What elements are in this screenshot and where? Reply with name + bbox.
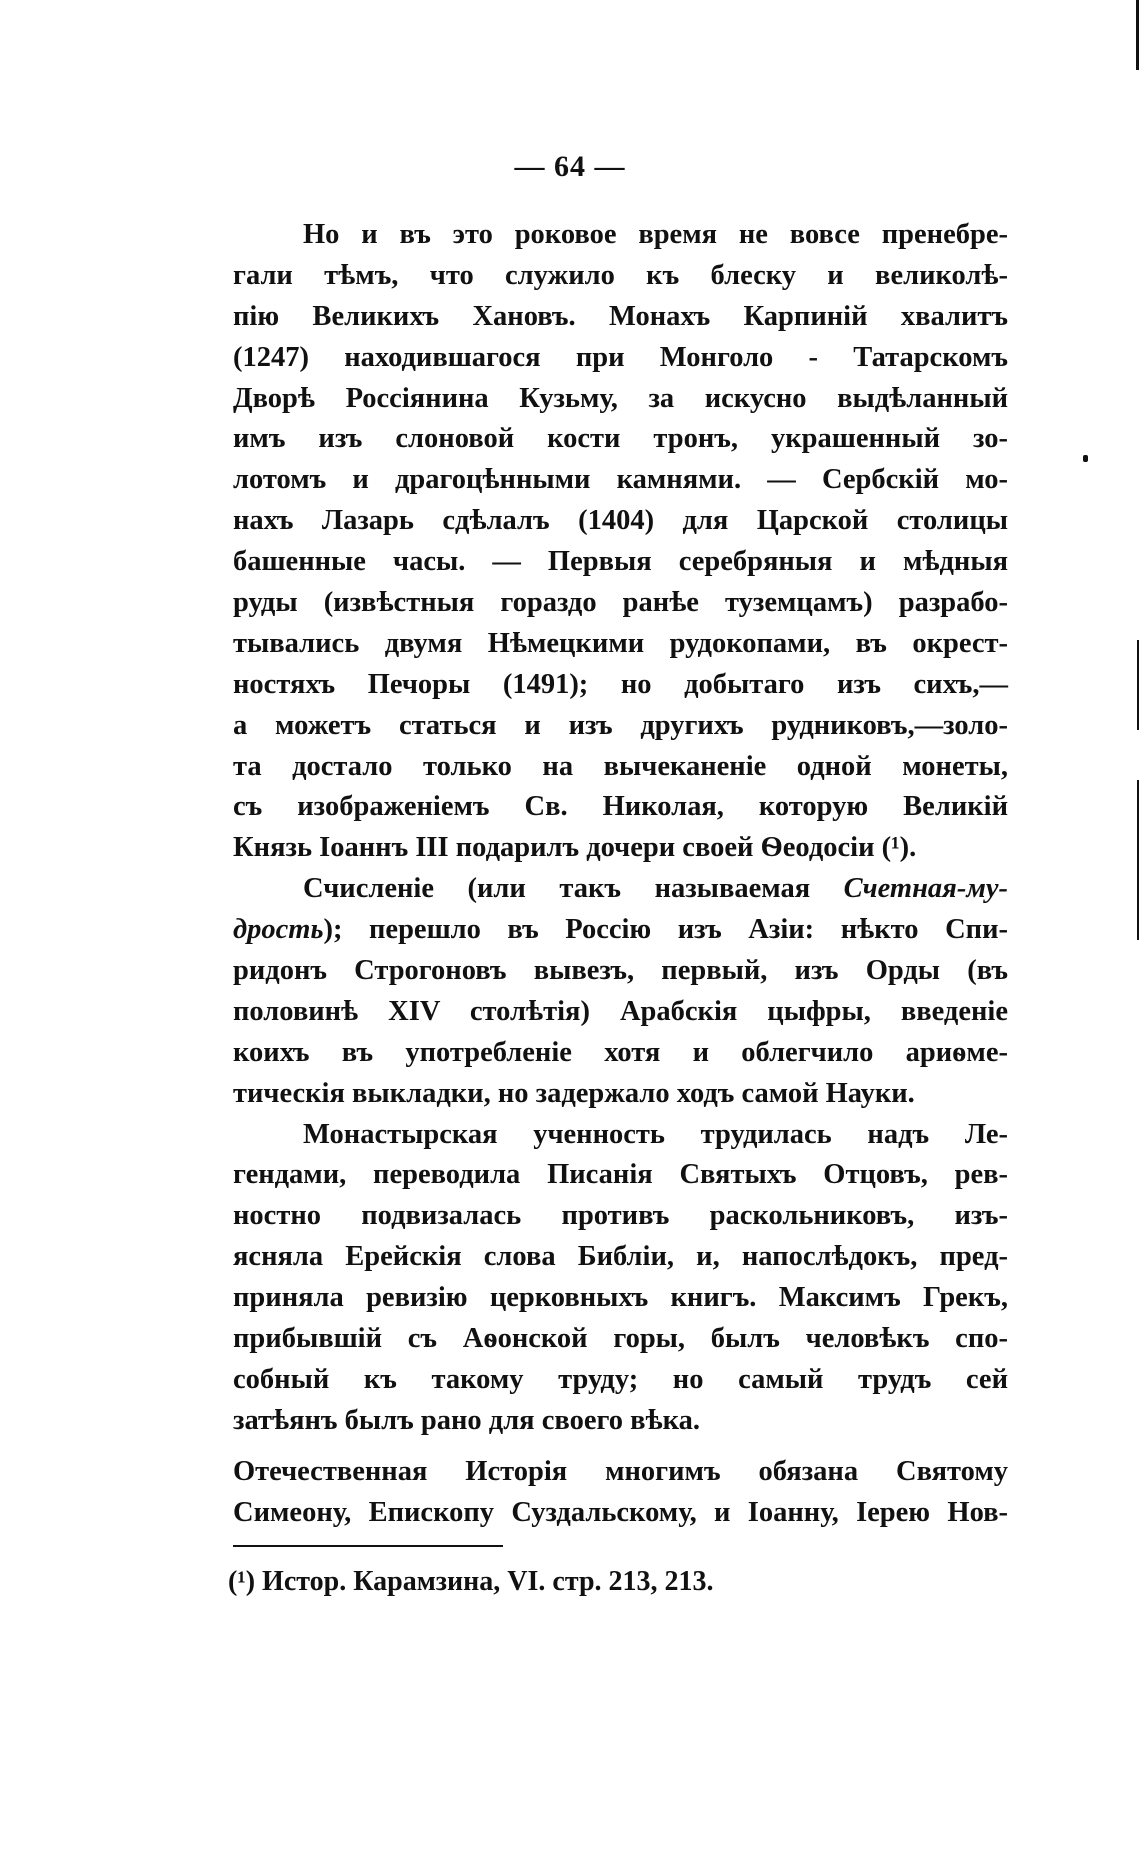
page-number: — 64 — [514,150,626,183]
text-line: та достало только на вычеканеніе одной монеты, [233,750,1008,782]
text-line: нахъ Лазарь сдѣлалъ (1404) для Царской столицы [233,505,1008,537]
text-line: затѣянъ былъ рано для своего вѣка. [233,1404,700,1436]
text-line: имъ изъ слоновой кости тронъ, украшенный зо- [233,423,1008,455]
text-run: ); перешло въ Россію изъ Азіи: нѣкто Спи- [323,914,1008,946]
text-line: ностяхъ Печоры (1491); но добытаго изъ сихъ,— [233,668,1008,700]
paragraph-1 [233,215,1008,869]
text-line: башенные часы. — Первыя серебряныя и мѣдныя [233,546,1008,578]
text-run: Счисленіе (или такъ называемая [303,873,844,905]
text-line: Князь Іоаннъ III подарилъ дочери своей Ѳеодосіи (¹). [233,832,917,864]
text-line: а можетъ статься и изъ другихъ рудниковъ,—золо- [233,709,1008,741]
footnote: (¹) Истор. Карамзина, VI. стр. 213, 213. [228,1566,714,1597]
italic-term: дрость [233,914,324,946]
text-line [233,910,1008,951]
text-line: (1247) находившагося при Монголо - Татарскомъ [233,341,1008,373]
text-line: Отечественная Исторія многимъ обязана Святому [233,1455,1008,1487]
text-line [233,869,1008,910]
scan-edge-mark [1136,0,1139,70]
text-line: половинѣ XIV столѣтія) Арабскія цыфры, введеніе [233,995,1008,1027]
text-line: ридонъ Строгоновъ вывезъ, первый, изъ Орды (въ [233,955,1008,987]
text-line: собный къ такому труду; но самый трудъ сей [233,1363,1008,1395]
text-line: коихъ въ употребленіе хотя и облегчило ариѳме- [233,1036,1008,1068]
text-line: гали тѣмъ, что служило къ блеску и великолѣ- [233,259,1008,291]
text-line: лотомъ и драгоцѣнными камнями. — Сербскій мо- [233,464,1008,496]
text-line: ностно подвизалась противъ раскольниковъ, изъ- [233,1200,1008,1232]
text-line: Дворѣ Россіянина Кузьму, за искусно выдѣланный [233,382,1008,414]
scan-dot [1083,455,1088,462]
italic-term: Счетная-му- [843,873,1008,905]
text-line: пію Великихъ Хановъ. Монахъ Карпиній хвалитъ [233,300,1008,332]
text-line: гендами, переводила Писанія Святыхъ Отцовъ, рев- [233,1159,1008,1191]
text-line: приняла ревизію церковныхъ книгъ. Максимъ Грекъ, [233,1282,1008,1314]
text-line: тическія выкладки, но задержало ходъ самой Науки. [233,1077,915,1109]
text-line: прибывшій съ Аѳонской горы, былъ человѣкъ спо- [233,1323,1008,1355]
text-line: Симеону, Епископу Суздальскому, и Іоанну, Іерею Нов- [233,1496,1008,1528]
scan-edge-mark [1137,780,1139,940]
scan-edge-mark [1137,640,1139,730]
text-line: Монастырская ученность трудилась надъ Ле- [303,1118,1008,1150]
text-line: руды (извѣстныя гораздо ранѣе туземцамъ) разрабо- [233,587,1008,619]
paragraph-3 [233,1115,1008,1442]
paragraph-2 [233,869,1008,1114]
text-line: Но и въ это роковое время не вовсе пренебре- [303,219,1008,250]
text-line: ясняла Ерейскія слова Библіи, и, напослѣдокъ, пред- [233,1241,1008,1273]
main-text [233,215,1008,1534]
paragraph-4 [233,1452,1008,1534]
text-line: тывались двумя Нѣмецкими рудокопами, въ окрест- [233,627,1008,659]
footnote-divider [233,1545,503,1547]
text-line: съ изображеніемъ Св. Николая, которую Великій [233,791,1008,823]
